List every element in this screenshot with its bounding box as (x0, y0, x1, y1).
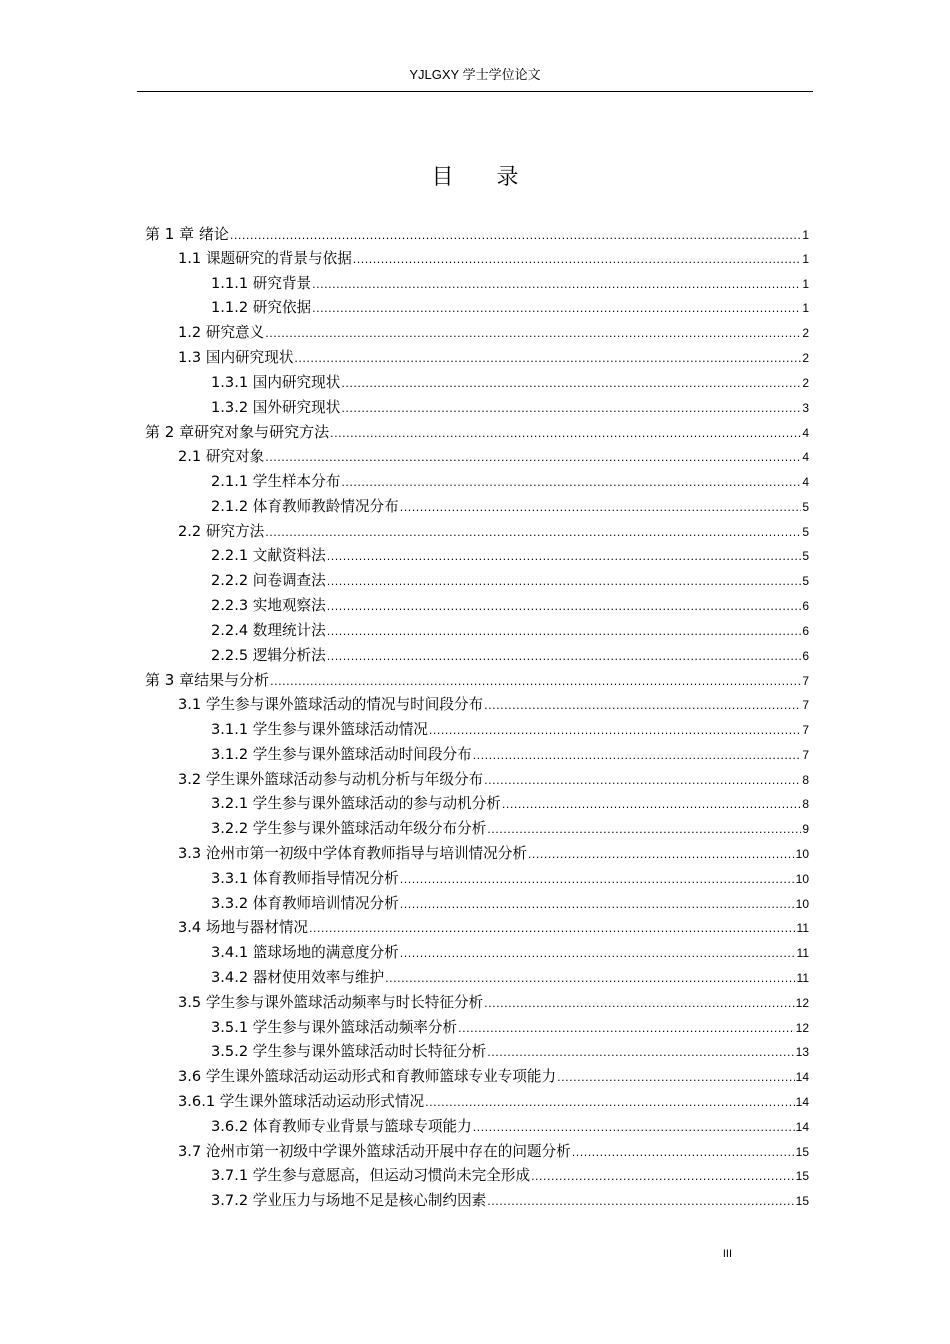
toc-entry[interactable] (145, 668, 809, 692)
toc-entry-page: 15 (795, 1194, 809, 1209)
toc-entry-page: 10 (795, 896, 809, 911)
toc-leader-dots (385, 967, 795, 991)
toc-entry-title: 3.4.1 篮球场地的满意度分析 (211, 944, 399, 962)
toc-entry-title: 3.4.2 器材使用效率与维护 (211, 969, 385, 986)
toc-leader-dots (487, 1190, 794, 1214)
toc-entry-title: 3.4 场地与器材情况 (178, 919, 309, 937)
toc-entry-page: 3 (802, 400, 809, 415)
toc-entry-page: 1 (802, 251, 809, 266)
toc-entry[interactable] (178, 991, 809, 1015)
toc-entry-page: 7 (802, 674, 809, 689)
toc-leader-dots (487, 818, 801, 842)
toc-entry-title: 3.5.2 学生参与课外篮球活动时长特征分析 (211, 1043, 487, 1061)
toc-entry[interactable] (211, 594, 809, 618)
toc-entry[interactable] (178, 1140, 809, 1164)
toc-entry-page: 7 (802, 723, 809, 737)
toc-entry-page: 5 (802, 574, 809, 589)
toc-leader-dots (400, 942, 796, 966)
toc-entry-page: 14 (795, 1095, 809, 1109)
toc-leader-dots (327, 645, 802, 669)
toc-entry-title: 2.1 研究对象 (178, 448, 265, 466)
toc-entry-title: 3.5 学生参与课外篮球活动频率与时长特征分析 (178, 993, 484, 1011)
toc-entry-page: 12 (795, 1020, 809, 1035)
toc-entry[interactable] (211, 1164, 809, 1188)
toc-entry-title: 3.3.2 体育教师培训情况分析 (211, 894, 399, 912)
toc-entry-page: 9 (802, 822, 809, 837)
toc-entry-page: 6 (802, 648, 809, 663)
toc-entry-title: 3.3.1 体育教师指导情况分析 (211, 869, 399, 887)
toc-leader-dots (270, 670, 801, 694)
toc-entry-title: 3.2 学生课外篮球活动参与动机分析与年级分布 (178, 770, 484, 788)
toc-leader-dots (400, 496, 802, 520)
toc-entry-page: 5 (802, 524, 809, 539)
toc-entry[interactable] (211, 1016, 809, 1040)
toc-entry-title: 第 3 章结果与分析 (145, 671, 270, 690)
toc-entry[interactable] (211, 619, 809, 643)
toc-entry-title: 第 1 章 绪论 (145, 225, 229, 243)
toc-leader-dots (330, 422, 801, 446)
toc-entry-title: 1.1 课题研究的背景与依据 (178, 249, 352, 267)
toc-entry-page: 15 (795, 1169, 809, 1184)
toc-entry-title: 2.2.3 实地观察法 (211, 597, 326, 614)
toc-entry-page: 10 (795, 847, 809, 861)
toc-leader-dots (312, 273, 801, 297)
toc-entry-page: 8 (802, 772, 809, 787)
toc-entry[interactable] (211, 867, 809, 891)
toc-leader-dots (458, 1017, 795, 1041)
toc-entry-title: 1.2 研究意义 (178, 324, 265, 342)
toc-leader-dots (400, 893, 795, 917)
toc-entry-title: 3.3 沧州市第一初级中学体育教师指导与培训情况分析 (178, 845, 527, 862)
toc-entry-title: 3.1.1 学生参与课外篮球活动情况 (211, 721, 428, 738)
toc-leader-dots (473, 744, 802, 768)
toc-leader-dots (309, 917, 796, 941)
toc-leader-dots (473, 1116, 795, 1140)
toc-entry-page: 4 (802, 426, 809, 441)
toc-entry[interactable] (211, 792, 809, 816)
toc-leader-dots (265, 446, 801, 470)
toc-entry-title: 3.2.2 学生参与课外篮球活动年级分布分析 (211, 820, 487, 838)
toc-entry[interactable] (211, 644, 809, 668)
toc-entry[interactable] (145, 420, 809, 444)
toc-entry[interactable] (211, 817, 809, 841)
toc-entry-page: 2 (802, 326, 809, 341)
toc-entry[interactable] (211, 495, 809, 519)
toc-leader-dots (502, 793, 801, 817)
toc-entry-page: 12 (795, 995, 809, 1010)
toc-entry-page: 5 (802, 549, 809, 564)
toc-entry-title: 3.1 学生参与课外篮球活动的情况与时间段分布 (178, 696, 484, 714)
toc-entry-title: 3.5.1 学生参与课外篮球活动频率分析 (211, 1018, 458, 1036)
toc-leader-dots (265, 521, 801, 545)
toc-leader-dots (528, 843, 795, 867)
toc-entry[interactable] (178, 445, 809, 469)
toc-entry-title: 2.2.4 数理统计法 (211, 621, 326, 639)
toc-entry-page: 1 (802, 276, 809, 291)
toc-leader-dots (327, 595, 802, 619)
toc-entry-title: 2.2.1 文献资料法 (211, 547, 326, 565)
toc-entry[interactable] (178, 321, 809, 345)
toc-entry-page: 14 (795, 1119, 809, 1134)
toc-entry-title: 2.2.2 问卷调查法 (211, 572, 326, 590)
toc-leader-dots (400, 868, 795, 892)
toc-entry[interactable] (178, 247, 809, 271)
toc-entry-title: 2.1.2 体育教师教龄情况分布 (211, 497, 399, 515)
toc-leader-dots (572, 1141, 795, 1165)
toc-leader-dots (341, 372, 801, 396)
toc-entry[interactable] (211, 718, 809, 742)
toc-entry-title: 3.2.1 学生参与课外篮球活动的参与动机分析 (211, 795, 501, 813)
toc-entry[interactable] (178, 768, 809, 792)
toc-entry-title: 1.1.1 研究背景 (211, 274, 312, 292)
toc-entry-page: 10 (795, 871, 809, 886)
toc-leader-dots (327, 570, 802, 594)
toc-entry[interactable] (178, 693, 809, 717)
toc-entry[interactable] (211, 892, 809, 916)
toc-leader-dots (353, 248, 802, 272)
toc-entry-title: 3.6.1 学生课外篮球活动运动形式情况 (178, 1093, 425, 1110)
toc-title: 目 录 (431, 165, 537, 190)
toc-leader-dots (429, 719, 801, 743)
toc-entry-page: 11 (796, 921, 809, 936)
toc-entry-page: 1 (802, 301, 809, 316)
toc-entry-title: 第 2 章研究对象与研究方法 (145, 423, 330, 442)
toc-entry-title: 1.1.2 研究依据 (211, 299, 312, 317)
toc-entry[interactable] (211, 966, 809, 990)
toc-entry-title: 3.6 学生课外篮球活动运动形式和育教师篮球专业专项能力 (178, 1068, 557, 1086)
toc-entry-page: 15 (795, 1144, 809, 1159)
toc-entry-page: 4 (802, 450, 809, 465)
toc-leader-dots (425, 1091, 795, 1115)
toc-entry[interactable] (178, 916, 809, 940)
page-number: III (722, 1248, 732, 1260)
toc-entry[interactable] (211, 272, 809, 296)
toc-entry-title: 3.7.2 学业压力与场地不足是核心制约因素 (211, 1192, 487, 1210)
toc-leader-dots (531, 1165, 795, 1189)
toc-entry-title: 3.6.2 体育教师专业背景与篮球专项能力 (211, 1117, 472, 1135)
toc-entry-page: 2 (802, 351, 809, 365)
toc-leader-dots (341, 397, 801, 421)
toc-entry[interactable] (211, 371, 809, 395)
toc-entry[interactable] (211, 470, 809, 494)
toc-entry-title: 2.2.5 逻辑分析法 (211, 646, 326, 664)
toc-entry[interactable] (178, 346, 809, 370)
toc-entry-title: 3.7 沧州市第一初级中学课外篮球活动开展中存在的问题分析 (178, 1142, 571, 1160)
toc-entry-page: 2 (802, 375, 809, 390)
toc-entry-title: 1.3.1 国内研究现状 (211, 373, 341, 391)
page-header: YJLGXY 学士学位论文 (409, 67, 541, 82)
toc-entry-title: 3.7.1 学生参与意愿高，但运动习惯尚未完全形成 (211, 1167, 531, 1185)
toc-entry-page: 13 (795, 1045, 809, 1060)
toc-entry-title: 3.1.2 学生参与课外篮球活动时间段分布 (211, 745, 472, 763)
toc-entry-page: 7 (802, 747, 809, 762)
toc-entry-page: 5 (802, 499, 809, 514)
toc-entry[interactable] (211, 544, 809, 568)
toc-leader-dots (294, 347, 801, 371)
toc-entry-page: 14 (795, 1070, 809, 1085)
toc-leader-dots (484, 992, 795, 1016)
toc-entry-page: 6 (802, 599, 809, 613)
toc-entry-title: 2.2 研究方法 (178, 522, 265, 540)
toc-entry[interactable] (178, 1090, 809, 1114)
toc-entry[interactable] (145, 222, 809, 246)
toc-entry[interactable] (178, 520, 809, 544)
toc-leader-dots (484, 769, 801, 793)
toc-entry-title: 2.1.1 学生样本分布 (211, 473, 341, 490)
toc-entry[interactable] (211, 941, 809, 965)
toc-entry-page: 11 (796, 971, 809, 985)
toc-entry[interactable] (211, 569, 809, 593)
toc-leader-dots (557, 1066, 795, 1090)
toc-entry[interactable] (211, 1189, 809, 1213)
toc-entry[interactable] (211, 1040, 809, 1064)
toc-entry[interactable] (211, 1115, 809, 1139)
toc-entry-page: 11 (796, 946, 809, 961)
toc-leader-dots (327, 545, 802, 569)
toc-leader-dots (230, 224, 801, 248)
toc-entry[interactable] (211, 296, 809, 320)
toc-entry[interactable] (211, 743, 809, 767)
toc-leader-dots (312, 297, 801, 321)
toc-entry-page: 6 (802, 623, 809, 638)
toc-entry-title: 1.3.2 国外研究现状 (211, 398, 341, 416)
toc-entry-page: 8 (802, 797, 809, 812)
toc-entry[interactable] (178, 1065, 809, 1089)
toc-entry[interactable] (178, 842, 809, 866)
toc-entry[interactable] (211, 396, 809, 420)
toc-leader-dots (484, 694, 801, 718)
toc-entry-page: 7 (802, 698, 809, 713)
toc-entry-page: 1 (802, 228, 809, 242)
toc-leader-dots (327, 620, 802, 644)
toc-entry-page: 4 (802, 475, 809, 489)
header-divider (137, 91, 813, 92)
toc-leader-dots (341, 471, 801, 495)
toc-leader-dots (265, 322, 801, 346)
toc-entry-title: 1.3 国内研究现状 (178, 349, 294, 366)
toc-leader-dots (487, 1041, 794, 1065)
